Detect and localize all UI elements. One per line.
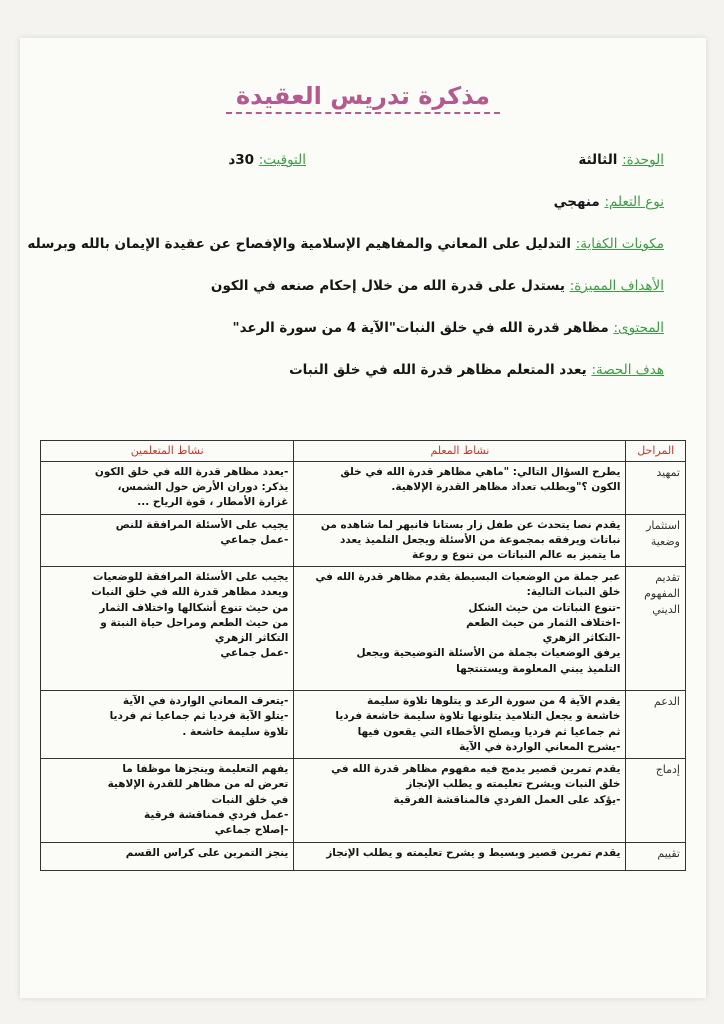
lesson-table (40, 440, 686, 871)
table-header-row (41, 441, 686, 462)
table-row (41, 691, 686, 759)
table-row (41, 759, 686, 843)
document-title: مذكرة تدريس العقيدة (20, 82, 706, 110)
competency-value: التدليل على المعاني والمفاهيم الإسلامية والإفصاح عن عقيدة الإيمان بالله وبرسله (27, 236, 571, 252)
unit-value: الثالثة (578, 152, 618, 168)
stage-cell: تمهيد (626, 461, 686, 514)
objectives-line (211, 278, 664, 294)
content-value: مظاهر قدرة الله في خلق النبات"الآية 4 من سورة الرعد" (232, 320, 609, 336)
learner-cell: -يتعرف المعاني الواردة في الآية -يتلو الآية فرديا ثم جماعيا ثم فرديا تلاوة سليمة خاشعة . (41, 691, 294, 759)
stage-cell: تقديم المفهوم الديني (626, 567, 686, 691)
timing-label: التوقيت: (258, 152, 306, 168)
content-label: المحتوى: (613, 320, 664, 336)
objectives-label: الأهداف المميزة: (569, 278, 664, 294)
learning-type-label: نوع التعلم: (604, 194, 664, 210)
teacher-cell: عبر جملة من الوضعيات البسيطة يقدم مظاهر قدرة الله في خلق النبات التالية: -تنوع النباتات من حيث الشكل -اختلاف الثمار من حيث الطعم -التكاثر الزهري يرفق الوضعيات بجملة من الأسئلة التوضيحية ويجعل التلميذ يبني المعلومة ويستنتجها (294, 567, 626, 691)
teacher-cell: يطرح السؤال التالي: "ماهي مظاهر قدرة الله في خلق الكون ؟"ويطلب تعداد مظاهر القدرة الإلاهية. (294, 461, 626, 514)
timing-value: 30د (228, 152, 255, 168)
teacher-cell: يقدم الآية 4 من سورة الرعد و يتلوها تلاوة سليمة خاشعة و يجعل التلاميذ يتلونها تلاوة سليمة خاشعة فرديا ثم جماعيا ثم فرديا ويصلح الأخطاء التي يقعون فيها -يشرح المعاني الواردة في الآية (294, 691, 626, 759)
learner-cell: يجيب على الأسئلة المرافقة للوضعيات ويعدد مظاهر قدرة الله في خلق النبات من حيث تنوع أشكالها واختلاف الثمار من حيث الطعم ومراحل حياة النبتة و التكاثر الزهري -عمل جماعي (41, 567, 294, 691)
document-page (20, 38, 706, 998)
lesson-goal-line (289, 362, 664, 378)
table-row (41, 461, 686, 514)
stage-cell: استثمار وضعية (626, 514, 686, 567)
teacher-cell: يقدم تمرين قصير يدمج فيه مفهوم مظاهر قدرة الله في خلق النبات ويشرح تعليمته و يطلب الإنجاز -يؤكد على العمل الفردي فالمناقشة الفرقية (294, 759, 626, 843)
learning-type-value: منهجي (553, 194, 600, 210)
learner-cell: يجيب على الأسئلة المرافقة للنص -عمل جماعي (41, 514, 294, 567)
teacher-cell: يقدم تمرين قصير وبسيط و يشرح تعليمته و يطلب الإنجاز (294, 843, 626, 871)
header-learner: نشاط المتعلمين (41, 441, 294, 462)
competency-label: مكونات الكفاية: (575, 236, 664, 252)
stage-cell: إدماج (626, 759, 686, 843)
learning-type-line (554, 194, 664, 210)
stage-cell: تقييم (626, 843, 686, 871)
learner-cell: يفهم التعليمة وينجزها موظفا ما تعرض له من مظاهر للقدرة الإلاهية في خلق النبات -عمل فردي فمناقشة فرقية -إصلاح جماعي (41, 759, 294, 843)
table-row (41, 843, 686, 871)
objectives-value: يستدل على قدرة الله من خلال إحكام صنعه في الكون (210, 278, 565, 294)
table-row (41, 514, 686, 567)
stage-cell: الدعم (626, 691, 686, 759)
header-stage: المراحل (626, 441, 686, 462)
timing-line (228, 152, 306, 168)
unit-label: الوحدة: (622, 152, 664, 168)
teacher-cell: يقدم نصا يتحدث عن طفل زار بستانا فانبهر لما شاهده من نباتات ويرفقه بمجموعة من الأسئلة ويجعل التلميذ يعدد ما يتميز به عالم النباتات من تنوع و روعة (294, 514, 626, 567)
competency-line (27, 236, 664, 252)
table-row (41, 567, 686, 691)
learner-cell: ينجز التمرين على كراس القسم (41, 843, 294, 871)
lesson-goal-label: هدف الحصة: (591, 362, 664, 378)
unit-line (578, 152, 664, 168)
header-teacher: نشاط المعلم (294, 441, 626, 462)
lesson-goal-value: يعدد المتعلم مظاهر قدرة الله في خلق النبات (289, 362, 587, 378)
learner-cell: -يعدد مظاهر قدرة الله في خلق الكون يذكر: دوران الأرض حول الشمس، غزارة الأمطار ، قوة الرياح ... (41, 461, 294, 514)
content-line (233, 320, 664, 336)
